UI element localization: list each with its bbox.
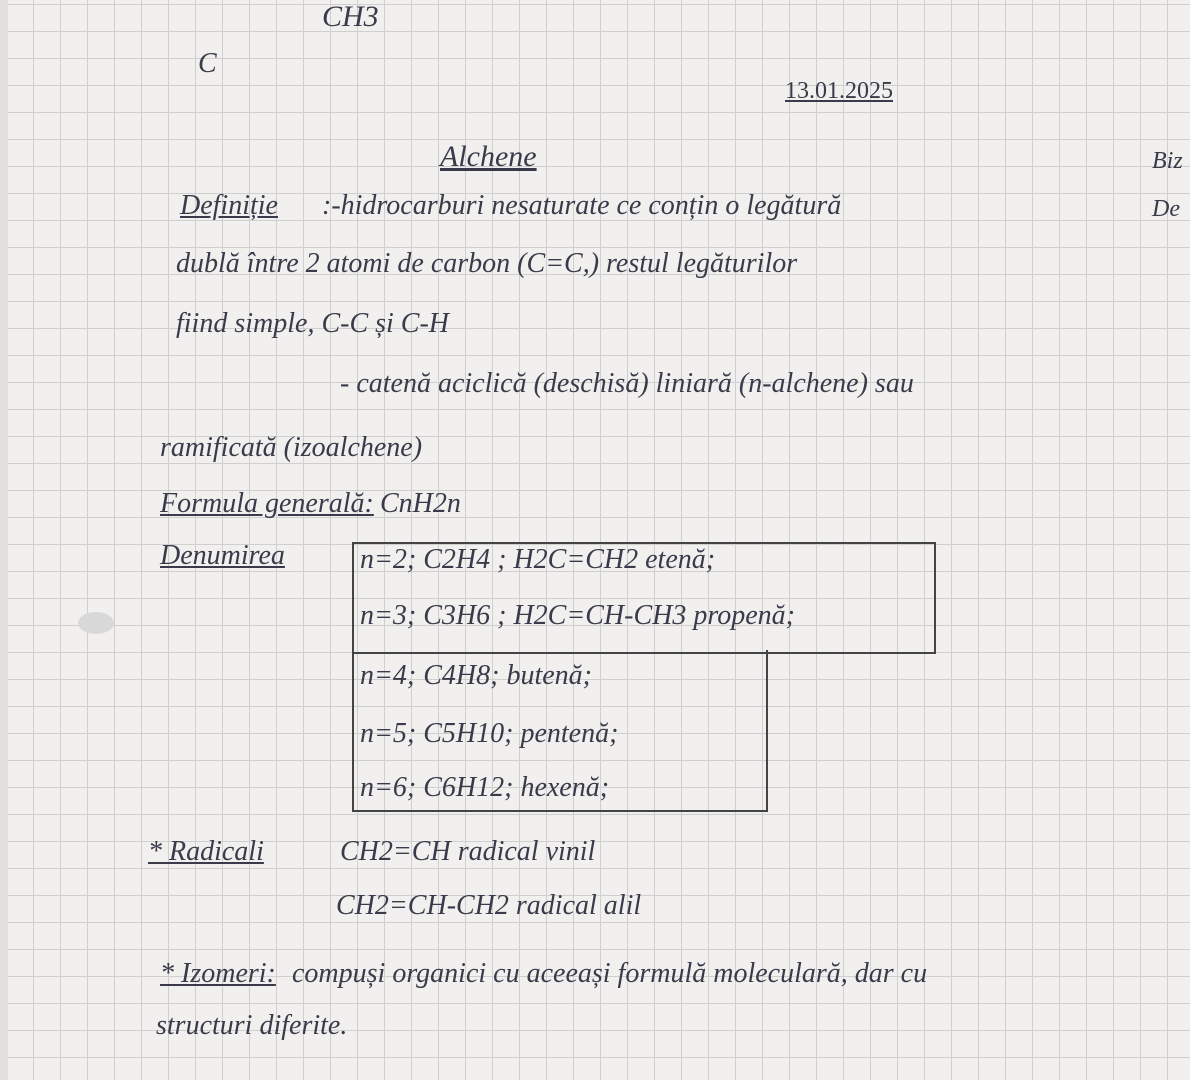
radical-row: CH2=CH radical vinil	[340, 836, 596, 867]
top-letter: C	[198, 48, 217, 79]
margin-note-2: De	[1152, 196, 1180, 222]
definition-line: :-hidrocarburi nesaturate ce conțin o legătură	[322, 190, 842, 221]
definition-line: fiind simple, C-C și C-H	[176, 308, 450, 339]
isomers-line: compuși organici cu aceeași formulă moleculară, dar cu	[292, 958, 928, 989]
radical-row: CH2=CH-CH2 radical alil	[336, 890, 642, 921]
general-formula-value: CnH2n	[380, 488, 461, 519]
naming-row: n=6; C6H12; hexenă;	[360, 772, 610, 803]
naming-label: Denumirea	[160, 540, 285, 571]
general-formula-label: Formula generală:	[160, 488, 374, 519]
naming-row: n=2; C2H4 ; H2C=CH2 etenă;	[360, 544, 716, 575]
top-formula: CH3	[322, 0, 379, 33]
isomers-line: structuri diferite.	[156, 1010, 348, 1041]
naming-row: n=5; C5H10; pentenă;	[360, 718, 619, 749]
definition-line: ramificată (izoalchene)	[160, 432, 423, 463]
date: 13.01.2025	[785, 78, 893, 104]
definition-line: dublă între 2 atomi de carbon (C=C,) restul legăturilor	[176, 248, 798, 279]
definition-label: Definiție	[180, 190, 278, 221]
page-title: Alchene	[440, 140, 537, 173]
binder-hole	[78, 612, 114, 634]
margin-note-1: Biz	[1152, 148, 1183, 174]
naming-row: n=3; C3H6 ; H2C=CH-CH3 propenă;	[360, 600, 795, 631]
radicals-label: * Radicali	[148, 836, 264, 867]
page-edge	[0, 0, 8, 1080]
naming-row: n=4; C4H8; butenă;	[360, 660, 592, 691]
definition-line: - catenă aciclică (deschisă) liniară (n-alchene) sau	[340, 368, 914, 399]
isomers-label: * Izomeri:	[160, 958, 276, 989]
